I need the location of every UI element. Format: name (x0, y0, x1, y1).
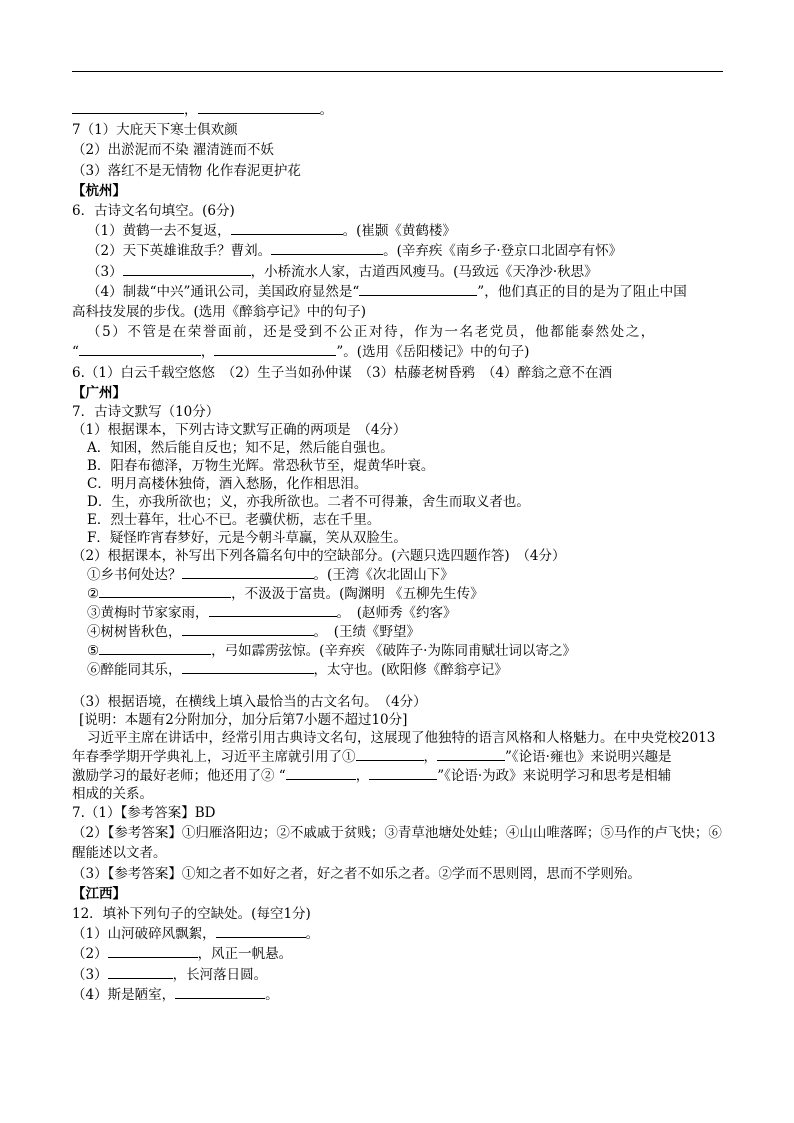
question-item (72, 622, 724, 641)
answer-blank (214, 342, 336, 356)
question-title: 6．古诗文名句填空。(6分) (72, 203, 235, 220)
text: 。 (305, 926, 320, 943)
fill-line (72, 100, 724, 120)
answer-blank (369, 766, 437, 780)
text: ”，他们真正的目的是为了阻止中国 (477, 283, 687, 300)
answer-line: （3）落红不是无情物 化作春泥更护花 (72, 162, 301, 179)
spacer (72, 679, 724, 693)
question-item (72, 641, 724, 660)
answer-blank (286, 766, 356, 780)
text: ，小桥流水人家，古道西风瘦马。(马致远《天净沙·秋思》 (250, 263, 598, 280)
question-title: 7．古诗文默写（10分） (72, 404, 220, 421)
text: 。 (王绩《野望》 (313, 624, 421, 641)
option-e: E．烈士暮年，壮心不已。老骥伏枥，志在千里。 (87, 512, 381, 529)
answer-line: 7.（1）【参考答案】BD (72, 805, 216, 822)
answer-blank (182, 660, 314, 674)
question-item (72, 584, 724, 603)
answer-blank (359, 282, 477, 296)
question-title: 12．填补下列句子的空缺处。(每空1分) (72, 906, 311, 923)
text: 。(辛弃疾《南乡子·登京口北固亭有怀》 (383, 243, 623, 260)
paragraph (72, 747, 724, 766)
text: （4）制裁“中兴”通讯公司，美国政府显然是“ (87, 283, 360, 300)
text: ，太守也。(欧阳修《醉翁亭记》 (313, 662, 508, 679)
text: （2）天下英雄谁敌手？曹刘。 (87, 243, 272, 260)
text: ，风正一帆悬。 (197, 946, 293, 963)
question-item (72, 221, 724, 241)
text: 。 (赵师秀《约客》 (336, 605, 457, 622)
text: ， (355, 768, 370, 785)
answer-blank (198, 100, 320, 114)
paragraph: 相成的关系。 (72, 786, 153, 803)
answer-blank (99, 641, 211, 655)
text: ， (184, 102, 198, 118)
question-part: （2）根据课本，补写出下列各篇名句中的空缺部分。(六题只选四题作答) （4分） (72, 548, 566, 565)
question-item (72, 241, 724, 261)
text: ，不汲汲于富贵。(陶渊明 《五柳先生传》 (231, 586, 484, 603)
question-item (72, 924, 724, 944)
text: 。(崔颢《黄鹤楼》 (342, 223, 456, 240)
question-item (72, 262, 724, 282)
text: （3） (72, 966, 108, 983)
text: （3） (87, 263, 123, 280)
answer-blank (437, 747, 505, 761)
section-heading-jiangxi: 【江西】 (72, 885, 126, 902)
text: ，弓如霹雳弦惊。(辛弃疾 《破阵子·为陈同甫赋壮词以寄之》 (211, 643, 576, 660)
question-item (72, 565, 724, 584)
option-a: A．知困，然后能自反也；知不足，然后能自强也。 (87, 440, 394, 457)
answer-blank (231, 221, 343, 235)
text: ， (200, 344, 215, 361)
answer-line: （2）【参考答案】①归雁洛阳边；②不戚戚于贫贱；③青草池塘处处蛙；④山山唯落晖；⑤马作的卢飞快；⑥ (72, 825, 722, 842)
text: ③黄梅时节家家雨， (87, 605, 209, 622)
answer-blank (72, 100, 184, 114)
text: ①乡书何处达？ (87, 567, 182, 584)
text: ④树树皆秋色， (87, 624, 182, 641)
answer-line: （3）【参考答案】①知之者不如好之者，好之者不如乐之者。②学而不思则罔，思而不学则殆。 (72, 865, 641, 882)
answer-blank (108, 944, 198, 958)
paragraph: 习近平主席在讲话中，经常引用古典诗文名句，这展现了他独特的语言风格和人格魅力。在中央党校2013 (87, 730, 716, 747)
answer-line: 醒能述以文者。 (72, 845, 167, 862)
text: （1）黄鹤一去不复返， (87, 223, 231, 240)
answer-blank (216, 924, 306, 938)
question-item (72, 603, 724, 622)
option-b: B．阳春布德泽，万物生光辉。常恐秋节至，焜黄华叶衰。 (87, 458, 435, 475)
option-f: F．疑怪昨宵春梦好，元是今朝斗草赢，笑从双脸生。 (87, 530, 407, 547)
text: ”。(选用《岳阳楼记》中的句子) (336, 344, 530, 361)
answer-blank (175, 985, 265, 999)
answer-blank (271, 241, 383, 255)
text: 。(王湾《次北固山下》 (313, 567, 454, 584)
answer-blank (99, 584, 231, 598)
header-rule (72, 71, 723, 72)
fill-line (72, 342, 724, 362)
text: ”《论语·雍也》来说明兴趣是 (505, 749, 672, 766)
document-body (72, 100, 724, 1005)
text: ② (87, 586, 100, 603)
answer-line: 7（1）大庇天下寒士俱欢颜 (72, 122, 238, 139)
answer-blank (182, 565, 314, 579)
note: [说明：本题有2分附加分，加分后第7小题不超过10分] (79, 712, 408, 729)
section-heading-guangzhou: 【广州】 (72, 384, 126, 401)
text: 年春季学期开学典礼上，习近平主席就引用了① (72, 749, 356, 766)
text: （2） (72, 946, 108, 963)
answer-line: （2）出淤泥而不染 濯清涟而不妖 (72, 142, 274, 159)
section-heading-hangzhou: 【杭州】 (72, 182, 126, 199)
text: （4）斯是陋室， (72, 986, 176, 1003)
question-item (72, 282, 724, 302)
answer-blank (123, 262, 251, 276)
text: ⑤ (87, 643, 100, 660)
question-item (72, 660, 724, 679)
paragraph (72, 766, 724, 785)
question-item (72, 985, 724, 1005)
option-d: D．生，亦我所欲也；义，亦我所欲也。二者不可得兼，舍生而取义者也。 (87, 494, 530, 511)
question-item: （5）不管是在荣誉面前，还是受到不公正对待，作为一名老党员，他都能泰然处之， (87, 324, 656, 341)
question-part: （1）根据课本，下列古诗文默写正确的两项是 （4分） (72, 422, 407, 439)
question-item (72, 965, 724, 985)
text: ⑥醉能同其乐， (87, 662, 182, 679)
text: “ (72, 344, 79, 361)
answer-line: 6.（1）白云千载空悠悠 （2）生子当如孙仲谋 （3）枯藤老树昏鸦 （4）醉翁之意不在酒 (72, 364, 612, 381)
answer-blank (108, 965, 173, 979)
answer-blank (356, 747, 424, 761)
text: （1）山河破碎风飘絮， (72, 926, 216, 943)
text: 。 (319, 102, 333, 118)
text: ，长河落日圆。 (172, 966, 268, 983)
answer-blank (79, 342, 201, 356)
text: 激励学习的最好老师；他还用了② “ (72, 768, 286, 785)
question-item-continued: 高科技发展的步伐。(选用《醉翁亭记》中的句子) (72, 304, 367, 321)
guangzhou-block (72, 403, 724, 803)
answer-blank (182, 622, 314, 636)
question-part: （3）根据语境，在横线上填入最恰当的古文名句。 （4分） (72, 694, 427, 711)
option-c: C．明月高楼休独倚，酒入愁肠，化作相思泪。 (87, 476, 368, 493)
answer-blank (209, 603, 337, 617)
text: ”《论语·为政》来说明学习和思考是相辅 (437, 768, 672, 785)
question-item (72, 944, 724, 964)
text: 。 (265, 986, 279, 1003)
text: ， (423, 749, 437, 766)
